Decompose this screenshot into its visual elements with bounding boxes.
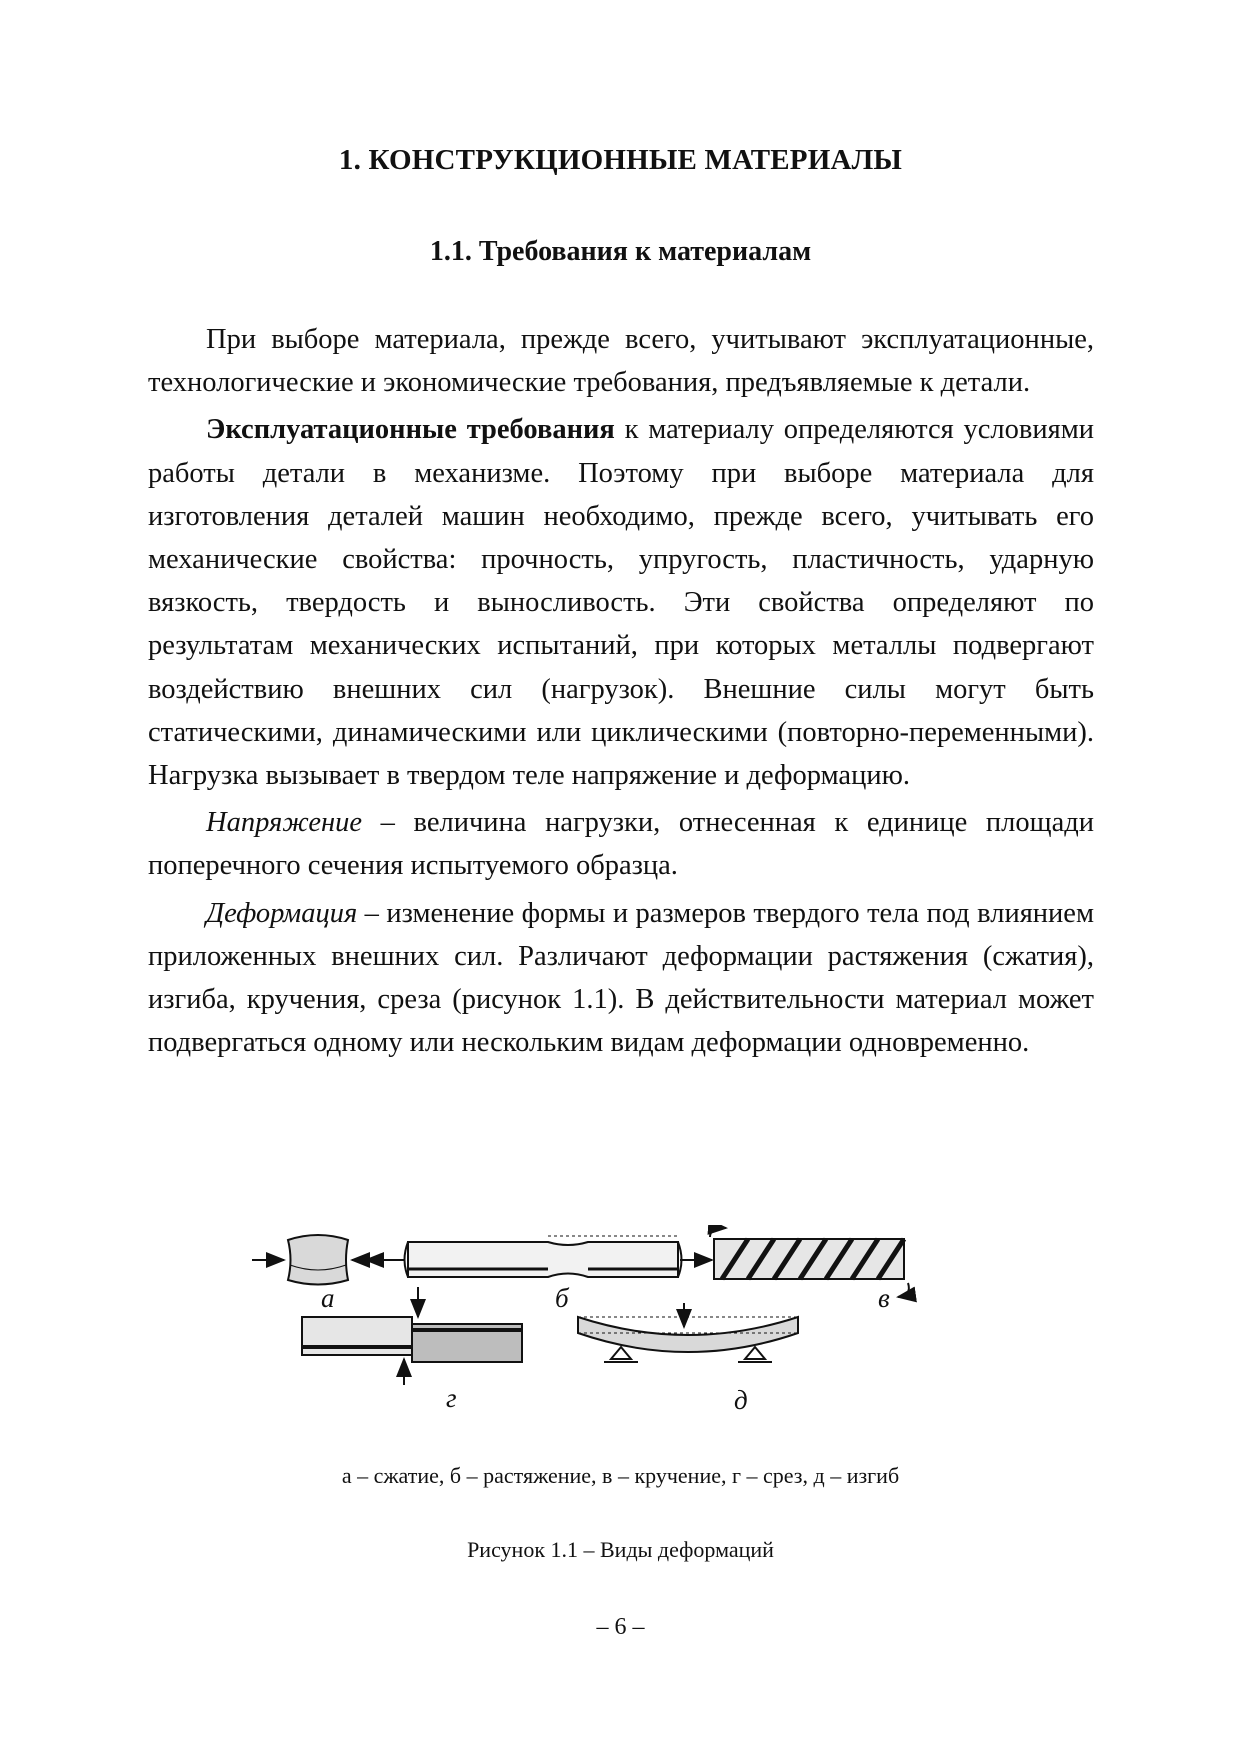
- bending-sample: [578, 1303, 798, 1362]
- section-heading: 1.1. Требования к материалам: [429, 236, 812, 267]
- paragraph-4: [148, 892, 1094, 1065]
- label-v: в: [878, 1283, 890, 1313]
- page-number: – 6 –: [596, 1614, 645, 1640]
- tension-sample: [366, 1236, 712, 1277]
- deformation-figure: [248, 1225, 968, 1425]
- figure-legend: а – сжатие, б – растяжение, в – кручение, г – срез, д – изгиб: [341, 1463, 900, 1488]
- label-d: д: [734, 1385, 748, 1415]
- chapter-heading: 1. КОНСТРУКЦИОННЫЕ МАТЕРИАЛЫ: [338, 144, 903, 176]
- label-g: г: [446, 1383, 457, 1413]
- deformation-drawing: [248, 1225, 968, 1425]
- body-text: [148, 318, 1094, 1068]
- paragraph-1: При выборе материала, прежде всего, учитывают эксплуатационные, технологические и экономические требования, предъявляемые к детали.: [148, 324, 1094, 399]
- term-stress: Напряжение: [206, 807, 363, 839]
- paragraph-2-text: к материалу определяются условиями работы детали в механизме. Поэтому при выборе материала для изготовления деталей машин необходимо, прежде всего, учитывать его механические свойства: прочность, упругость, пластичность, ударную вязкость, твердость и выносливость. Эти свойства определяют по результатам механических испытаний, при которых металлы подвергают воздействию внешних сил (нагрузок). Внешние силы могут быть статическими, динамическими или циклическими (повторно-переменными). Нагрузка вызывает в твердом теле напряжение и деформацию.: [148, 414, 1094, 792]
- figure-caption: Рисунок 1.1 – Виды деформаций: [467, 1537, 774, 1562]
- paragraph-3-text: – величина нагрузки, отнесенная к единице площади поперечного сечения испытуемого образца.: [148, 807, 1094, 882]
- term-deformation: Деформация: [206, 897, 358, 929]
- paragraph-2: [148, 408, 1094, 797]
- paragraph-3: [148, 801, 1094, 887]
- paragraph-4-text: – изменение формы и размеров твердого тела под влиянием приложенных внешних сил. Различают деформации растяжения (сжатия), изгиба, кручения, среза (рисунок 1.1). В действительности материал может подвергаться одному или нескольким видам деформации одновременно.: [148, 897, 1094, 1059]
- label-a: а: [321, 1283, 335, 1313]
- term-operational-requirements: Эксплуатационные требования: [206, 414, 615, 446]
- compression-sample: [252, 1235, 382, 1285]
- shear-sample: [302, 1287, 522, 1385]
- label-b: б: [555, 1283, 569, 1313]
